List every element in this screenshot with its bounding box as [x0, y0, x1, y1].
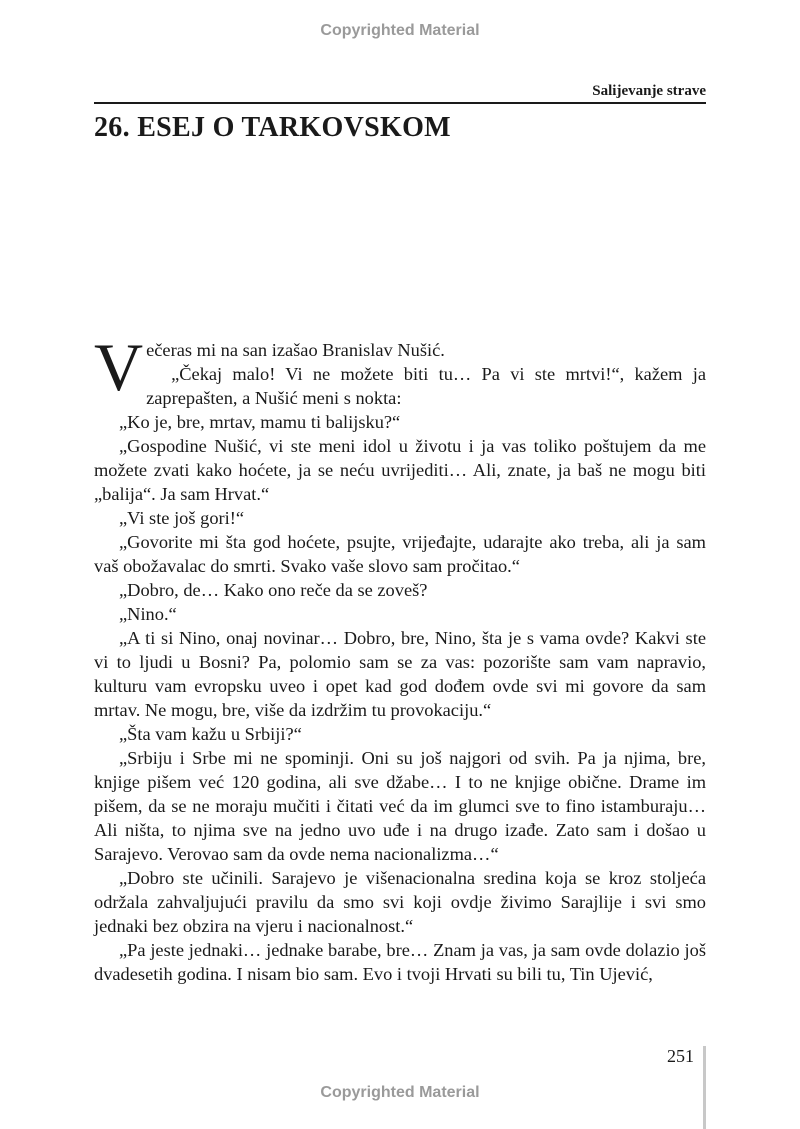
paragraph: „Nino.“ — [119, 604, 177, 624]
paragraph: „A ti si Nino, onaj novinar… Dobro, bre, Nino, šta je s vama ovde? Kakvi ste vi to ljudi u Bosni? Pa, polomio sam se za vas: pozorište sam vam napravio, kulturu vam evropsku uveo i opet kad god dođem ovde svi mi govore da sam mrtav. Ne mogu, bre, više da izdržim tu provokaciju.“ — [94, 628, 706, 720]
page-number: 251 — [667, 1046, 694, 1066]
paragraph: „Vi ste još gori!“ — [119, 508, 245, 528]
body-text — [94, 329, 706, 986]
paragraph: „Govorite mi šta god hoćete, psujte, vrijeđajte, udarajte ako treba, ali ja sam vaš obožavalac do smrti. Svako vaše slovo sam pročitao.“ — [94, 532, 706, 576]
drop-cap: V — [94, 329, 144, 405]
paragraph: „Čekaj malo! Vi ne možete biti tu… Pa vi ste mrtvi!“, kažem ja zaprepašten, a Nušić meni s nokta: — [146, 364, 706, 408]
paragraph: „Srbiju i Srbe mi ne spominji. Oni su još najgori od svih. Pa ja njima, bre, knjige pišem već 120 godina, ali sve džabe… I to ne knjige obične. Drame im pišem, da se ne moraju mučiti i čitati već da im glumci sve to fino istamburaju… Ali ništa, to njima sve na jedno uvo uđe i na drugo izađe. Zato sam i došao u Sarajevo. Verovao sam da ovde nema nacionalizma…“ — [94, 748, 706, 864]
paragraph: „Dobro ste učinili. Sarajevo je višenacionalna sredina koja se kroz stoljeća održala zahvaljujući pravilu da smo svi koji ovdje živimo Sarajlije i svi smo jednaki bez obzira na vjeru i nacionalnost.“ — [94, 868, 706, 936]
first-paragraph-text: ečeras mi na san izašao Branislav Nušić. — [146, 340, 445, 360]
paragraph: „Dobro, de… Kako ono reče da se zoveš? — [119, 580, 428, 600]
paragraph: „Ko je, bre, mrtav, mamu ti balijsku?“ — [119, 412, 401, 432]
paragraph: „Šta vam kažu u Srbiji?“ — [119, 724, 302, 744]
copyright-watermark-top: Copyrighted Material — [320, 22, 480, 39]
copyright-watermark-bottom: Copyrighted Material — [320, 1084, 480, 1101]
paragraph: „Pa jeste jednaki… jednake barabe, bre… Znam ja vas, ja sam ovde dolazio još dvadesetih godina. I nisam bio sam. Evo i tvoji Hrvati su bili tu, Tin Ujević, — [94, 940, 706, 984]
paragraph: „Gospodine Nušić, vi ste meni idol u životu i ja vas toliko poštujem da me možete zvati kako hoćete, ja se neću uvrijediti… Ali, znate, ja baš ne mogu biti „balija“. Ja sam Hrvat.“ — [94, 436, 706, 504]
running-head: Salijevanje strave — [592, 83, 706, 99]
chapter-title: 26. ESEJ O TARKOVSKOM — [94, 112, 451, 143]
header-rule — [94, 102, 706, 104]
